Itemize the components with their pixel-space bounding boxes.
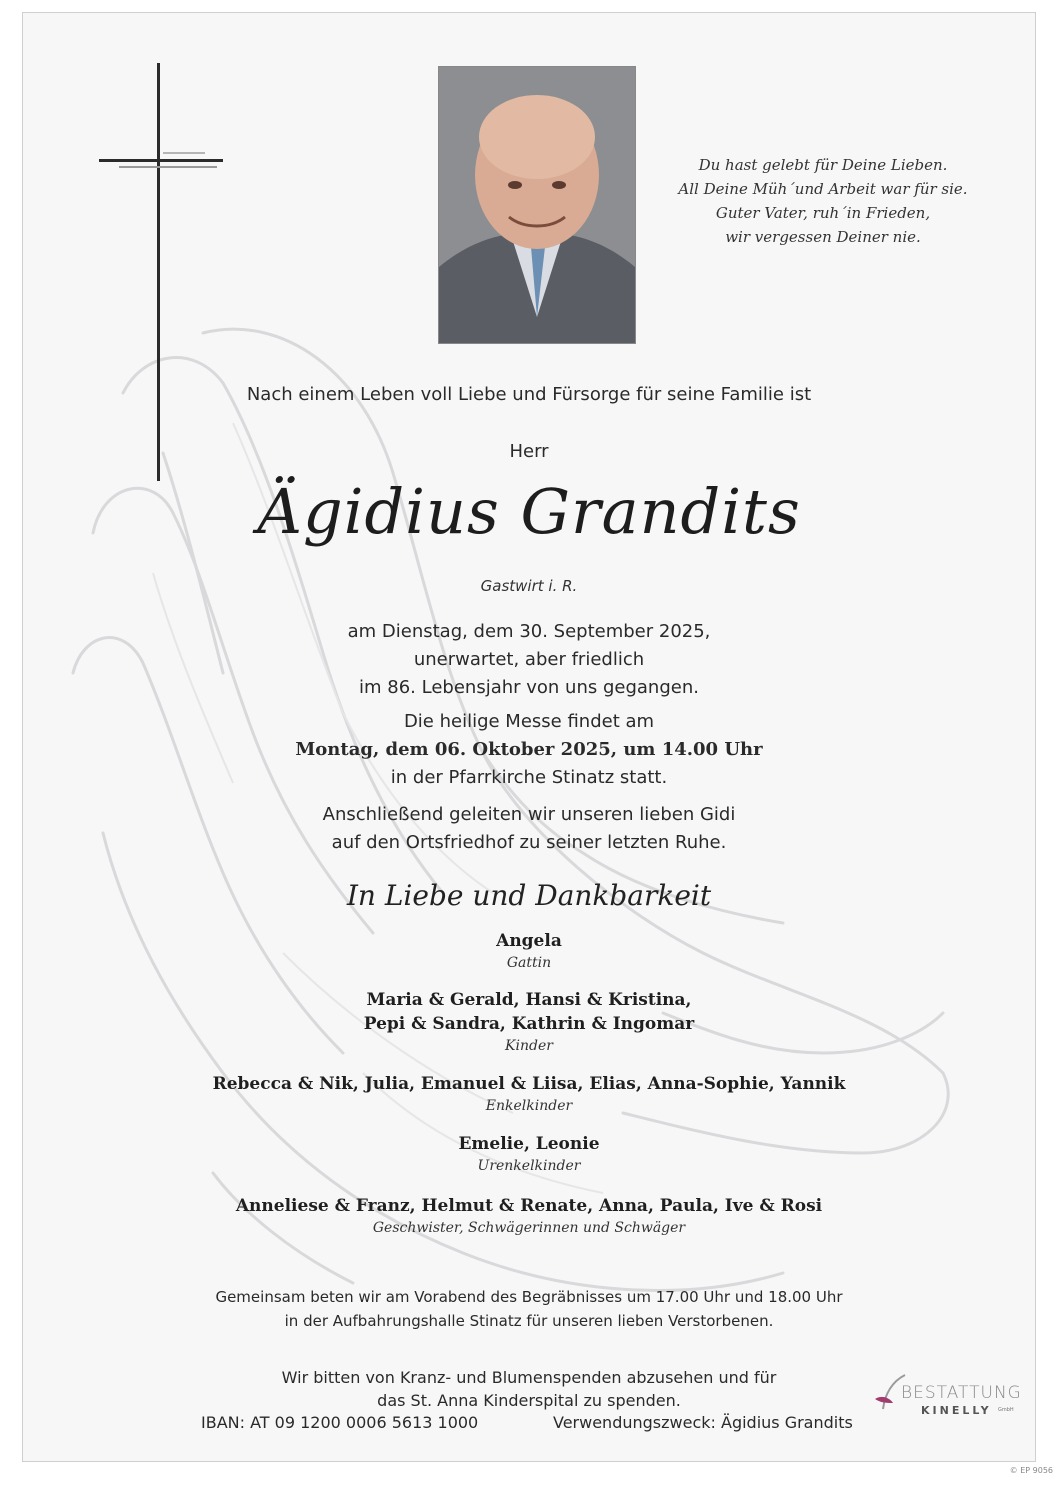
mass-line: in der Pfarrkirche Stinatz statt. <box>390 767 668 788</box>
mass-date: Montag, dem 06. Oktober 2025, um 14.00 Uhr <box>295 739 763 760</box>
payment-purpose: Verwendungszweck: Ägidius Grandits <box>553 1413 853 1432</box>
death-line: am Dienstag, dem 30. September 2025, <box>347 621 711 642</box>
death-notice <box>23 618 1035 702</box>
burial-line: Anschließend geleiten wir unseren lieben Gidi <box>322 804 736 825</box>
iban: IBAN: AT 09 1200 0006 5613 1000 <box>201 1413 479 1432</box>
poem-line: Du hast gelebt für Deine Lieben. <box>698 156 948 174</box>
mourner-relation: Gattin <box>506 955 552 971</box>
vigil-line: in der Aufbahrungshalle Stinatz für unseren lieben Verstorbenen. <box>284 1312 774 1330</box>
mourner-names: Angela <box>496 931 562 951</box>
logo-line-2: KINELLY <box>921 1404 992 1417</box>
death-line: unerwartet, aber friedlich <box>413 649 645 670</box>
salutation: Herr <box>509 441 549 462</box>
mourner-group <box>23 929 1035 973</box>
portrait-photo-placeholder <box>439 67 635 343</box>
poem-line: wir vergessen Deiner nie. <box>725 228 921 246</box>
mourner-group <box>23 1194 1035 1238</box>
mourner-names: Emelie, Leonie <box>458 1134 600 1154</box>
poem-line: All Deine Müh´und Arbeit war für sie. <box>678 180 968 198</box>
poem-line: Guter Vater, ruh´in Frieden, <box>715 204 931 222</box>
love-heading: In Liebe und Dankbarkeit <box>346 879 712 912</box>
print-code: © EP 9056 <box>1009 1466 1053 1475</box>
mourner-relation: Urenkelkinder <box>477 1158 581 1174</box>
vigil-notice <box>23 1285 1035 1333</box>
logo-line-1: BESTATTUNG <box>901 1383 1022 1403</box>
occupation: Gastwirt i. R. <box>480 577 578 595</box>
cross-horizontal-bar <box>99 159 223 162</box>
intro-text: Nach einem Leben voll Liebe und Fürsorge für seine Familie ist <box>246 384 812 405</box>
obituary-sheet <box>22 12 1036 1462</box>
mourner-relation: Geschwister, Schwägerinnen und Schwäger <box>372 1220 686 1236</box>
mourner-relation: Kinder <box>505 1038 553 1054</box>
cross-highlight-bar <box>163 152 205 154</box>
mass-line: Die heilige Messe findet am <box>403 711 655 732</box>
portrait-photo <box>438 66 636 344</box>
deceased-name: Ägidius Grandits <box>257 475 801 548</box>
mourner-names: Anneliese & Franz, Helmut & Renate, Anna, Paula, Ive & Rosi <box>235 1196 823 1216</box>
cross-shadow-bar <box>119 166 217 168</box>
burial-line: auf den Ortsfriedhof zu seiner letzten Ruhe. <box>331 832 727 853</box>
funeral-home-logo <box>871 1369 1021 1423</box>
burial-notice <box>23 801 1035 857</box>
mourner-names: Maria & Gerald, Hansi & Kristina, <box>366 990 692 1010</box>
poem <box>643 153 1003 249</box>
donation-line: Wir bitten von Kranz- und Blumenspenden abzusehen und für <box>281 1368 777 1387</box>
logo-suffix: GmbH <box>998 1407 1014 1413</box>
mourner-group <box>23 1132 1035 1176</box>
mourner-group <box>23 988 1035 1056</box>
mourner-names: Rebecca & Nik, Julia, Emanuel & Liisa, Elias, Anna-Sophie, Yannik <box>212 1074 846 1094</box>
donation-line: das St. Anna Kinderspital zu spenden. <box>377 1391 681 1410</box>
mourner-group <box>23 1072 1035 1116</box>
death-line: im 86. Lebensjahr von uns gegangen. <box>359 677 699 698</box>
cross-vertical-bar <box>157 63 160 481</box>
mourner-names: Pepi & Sandra, Kathrin & Ingomar <box>363 1014 695 1034</box>
mass-notice <box>23 708 1035 792</box>
mourner-relation: Enkelkinder <box>485 1098 573 1114</box>
vigil-line: Gemeinsam beten wir am Vorabend des Begräbnisses um 17.00 Uhr und 18.00 Uhr <box>215 1288 843 1306</box>
